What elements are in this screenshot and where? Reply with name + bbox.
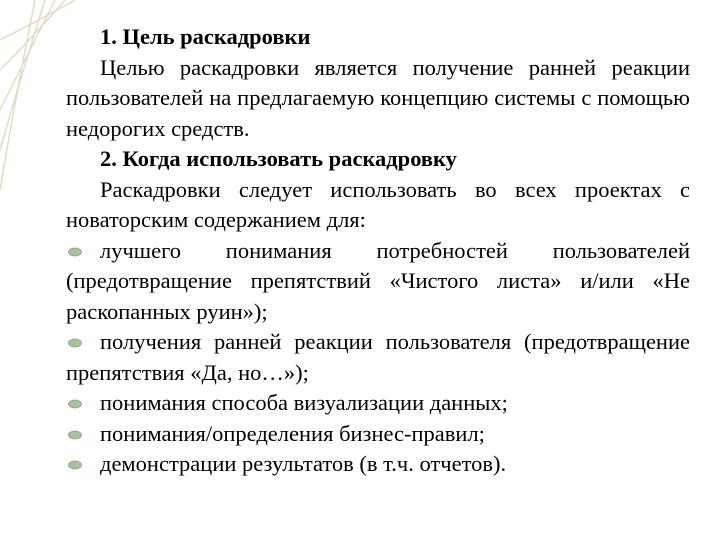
list-item bbox=[66, 449, 690, 480]
list-item bbox=[66, 419, 690, 450]
bullet-text: лучшего понимания потребностей пользователей (предотвращение препятствий «Чистого листа» и/или «Не раскопанных руин»); bbox=[66, 237, 690, 324]
leaf-bullet-icon bbox=[68, 245, 82, 259]
section-paragraph-when: Раскадровки следует использовать во всех проектах с новаторским содержанием для: bbox=[66, 176, 690, 232]
bullet-text: понимания/определения бизнес-правил; bbox=[100, 420, 485, 446]
bullet-list bbox=[66, 236, 690, 480]
bullet-text: понимания способа визуализации данных; bbox=[100, 390, 508, 415]
leaf-bullet-icon bbox=[68, 428, 82, 442]
leaf-bullet-icon bbox=[68, 397, 82, 411]
list-item bbox=[66, 327, 690, 388]
section-paragraph-goal: Целью раскадровки является получение ранней реакции пользователей на предлагаемую концепцию системы с помощью недорогих средств. bbox=[66, 54, 690, 141]
bullet-text: получения ранней реакции пользователя (предотвращение препятствия «Да, но…»); bbox=[66, 329, 690, 385]
section-heading-when: 2. Когда использовать раскадровку bbox=[100, 146, 457, 171]
section-heading-goal: 1. Цель раскадровки bbox=[100, 24, 311, 49]
list-item bbox=[66, 236, 690, 328]
leaf-bullet-icon bbox=[68, 458, 82, 472]
list-item bbox=[66, 388, 690, 419]
leaf-bullet-icon bbox=[68, 336, 82, 350]
bullet-text: демонстрации результатов (в т.ч. отчетов). bbox=[100, 451, 507, 476]
slide-content bbox=[66, 22, 690, 480]
